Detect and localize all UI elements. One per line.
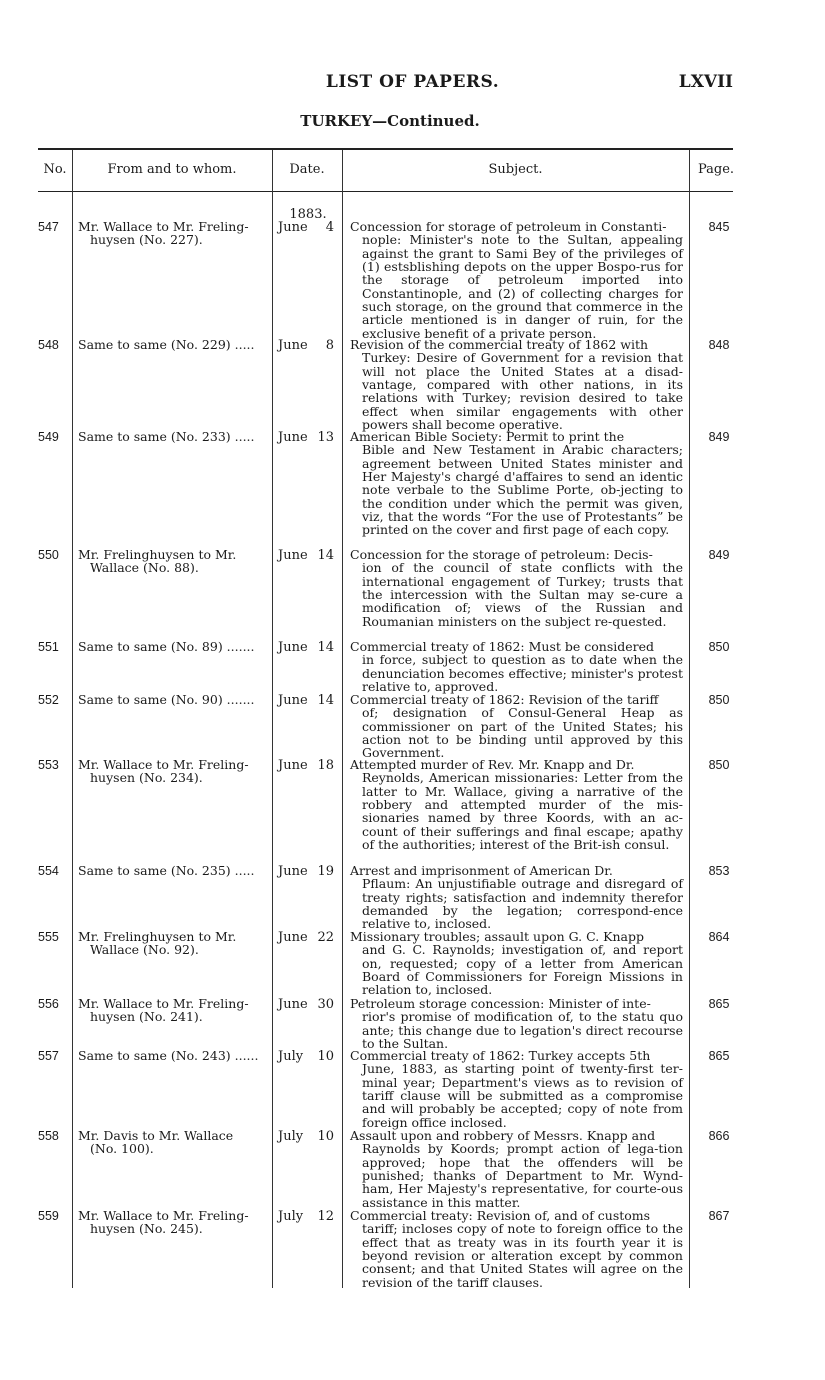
row-number: 552 — [38, 693, 59, 707]
from-line-2: (No. 100). — [90, 1141, 154, 1157]
table-top-rule — [38, 148, 733, 150]
row-subject — [350, 930, 683, 997]
from-line-1: Mr. Davis to Mr. Wallace — [78, 1128, 234, 1143]
from-line-1: Same to same (No. 235) ..... — [78, 863, 255, 878]
row-subject — [350, 430, 683, 537]
subject-continuation: Bible and New Testament in Arabic characters; agreement between United States minister and Her Majesty's chargé d'affaires to send an identic note verbale to the Sublime Porte, ob-jecting to the condition under which the permit was given, viz, that the words “For the use of Protestants” be printed on the cover and first page of each copy. — [362, 442, 683, 538]
date-month: June — [278, 864, 308, 879]
column-divider — [72, 150, 73, 1288]
row-page: 850 — [708, 758, 730, 772]
subject-continuation: in force, subject to question as to date when the denunciation becomes effective; minister's protest relative to, approved. — [362, 652, 683, 695]
column-divider — [272, 150, 273, 1288]
row-number: 559 — [38, 1209, 59, 1223]
header-page: Page. — [697, 162, 735, 177]
row-number: 554 — [38, 864, 59, 878]
from-line-1: Same to same (No. 243) ...... — [78, 1048, 259, 1063]
row-subject — [350, 864, 683, 931]
row-page: 866 — [708, 1129, 730, 1143]
date-day: 12 — [317, 1209, 334, 1224]
date-month: June — [278, 758, 308, 773]
subject-line-1: American Bible Society: Permit to print the — [350, 429, 625, 444]
from-line-2: huysen (No. 245). — [90, 1221, 203, 1237]
column-divider — [342, 150, 343, 1288]
subject-continuation: of; designation of Consul-General Heap as commissioner on part of the United States; his action not to be binding until approved by this Government. — [362, 705, 683, 761]
row-number: 557 — [38, 1049, 59, 1063]
header-subject: Subject. — [488, 162, 543, 177]
date-day: 10 — [317, 1049, 334, 1064]
header-from: From and to whom. — [107, 162, 237, 177]
date-month: July — [278, 1049, 304, 1064]
row-number: 553 — [38, 758, 59, 772]
row-number: 555 — [38, 930, 59, 944]
subject-line-1: Commercial treaty of 1862: Turkey accepts 5th — [350, 1048, 651, 1063]
row-number: 556 — [38, 997, 59, 1011]
from-line-1: Mr. Wallace to Mr. Freling- — [78, 219, 249, 234]
subject-line-1: Concession for storage of petroleum in Constanti- — [350, 219, 667, 234]
date-day: 14 — [317, 640, 334, 655]
table-header-rule — [38, 191, 733, 192]
header-date: Date. — [289, 162, 325, 177]
subject-continuation: Reynolds, American missionaries: Letter from the latter to Mr. Wallace, giving a narrative of the robbery and attempted murder of the mis-sionaries named by three Koords, with an ac-count of their sufferings and final escape; apathy of the authorities; interest of the Brit-ish consul. — [362, 770, 683, 853]
row-from-to — [78, 997, 270, 1024]
row-page: 853 — [708, 864, 730, 878]
row-from-to — [78, 1049, 270, 1062]
row-subject — [350, 640, 683, 693]
row-subject — [350, 220, 683, 340]
row-from-to — [78, 1209, 270, 1236]
row-number: 550 — [38, 548, 59, 562]
row-subject — [350, 338, 683, 431]
column-divider — [689, 150, 690, 1288]
date-month: June — [278, 430, 308, 445]
running-title: LIST OF PAPERS. — [325, 72, 500, 92]
from-line-1: Same to same (No. 89) ....... — [78, 639, 255, 654]
row-from-to — [78, 864, 270, 877]
row-from-to — [78, 693, 270, 706]
date-month: June — [278, 693, 308, 708]
row-page: 845 — [708, 220, 730, 234]
row-from-to — [78, 640, 270, 653]
row-from-to — [78, 758, 270, 785]
date-month: June — [278, 220, 308, 235]
date-month: June — [278, 548, 308, 563]
date-day: 13 — [317, 430, 334, 445]
subject-continuation: tariff; incloses copy of note to foreign office to the effect that as treaty was in its fourth year it is beyond revision or alteration except by common consent; and that United States will agree on the revision of the tariff clauses. — [362, 1221, 683, 1290]
from-line-2: huysen (No. 241). — [90, 1009, 203, 1025]
row-number: 547 — [38, 220, 59, 234]
date-day: 4 — [325, 220, 334, 235]
date-day: 14 — [317, 548, 334, 563]
date-month: July — [278, 1129, 304, 1144]
row-subject — [350, 758, 683, 851]
row-subject — [350, 1209, 683, 1289]
row-subject — [350, 548, 683, 628]
subject-line-1: Assault upon and robbery of Messrs. Knapp and — [350, 1128, 656, 1143]
subject-line-1: Concession for the storage of petroleum: Decis- — [350, 547, 653, 562]
row-number: 551 — [38, 640, 59, 654]
date-month: June — [278, 338, 308, 353]
date-day: 14 — [317, 693, 334, 708]
date-day: 22 — [317, 930, 334, 945]
row-from-to — [78, 548, 270, 575]
from-line-1: Mr. Frelinghuysen to Mr. — [78, 929, 237, 944]
from-line-1: Mr. Frelinghuysen to Mr. — [78, 547, 237, 562]
date-month: June — [278, 640, 308, 655]
from-line-1: Same to same (No. 233) ..... — [78, 429, 255, 444]
row-page: 850 — [708, 640, 730, 654]
from-line-2: huysen (No. 234). — [90, 770, 203, 786]
subject-line-1: Commercial treaty of 1862: Revision of the tariff — [350, 692, 659, 707]
date-day: 10 — [317, 1129, 334, 1144]
header-no: No. — [43, 162, 67, 177]
date-day: 8 — [325, 338, 334, 353]
subject-continuation: Pflaum: An unjustifiable outrage and disregard of treaty rights; satisfaction and indemnity therefor demanded by the legation; correspond-ence relative to, inclosed. — [362, 876, 683, 932]
row-page: 865 — [708, 997, 730, 1011]
from-line-2: huysen (No. 227). — [90, 232, 203, 248]
row-number: 558 — [38, 1129, 59, 1143]
date-month: June — [278, 997, 308, 1012]
row-page: 865 — [708, 1049, 730, 1063]
row-subject — [350, 1129, 683, 1209]
subject-line-1: Attempted murder of Rev. Mr. Knapp and Dr. — [350, 757, 635, 772]
subject-continuation: ion of the council of state conflicts with the international engagement of Turkey; trusts that the intercession with the Sultan may se-cure a modification of; views of the Russian and Roumanian ministers on the subject re-quested. — [362, 560, 683, 629]
row-from-to — [78, 1129, 270, 1156]
row-page: 849 — [708, 548, 730, 562]
from-line-1: Mr. Wallace to Mr. Freling- — [78, 996, 249, 1011]
row-subject — [350, 997, 683, 1050]
from-line-1: Same to same (No. 90) ....... — [78, 692, 255, 707]
date-day: 18 — [317, 758, 334, 773]
row-page: 864 — [708, 930, 730, 944]
row-subject — [350, 693, 683, 760]
row-number: 548 — [38, 338, 59, 352]
from-line-1: Same to same (No. 229) ..... — [78, 337, 255, 352]
running-head — [0, 72, 825, 96]
subject-continuation: June, 1883, as starting point of twenty-first ter-minal year; Department's views as to revision of tariff clause will be submitted as a compromise and will probably be accepted; copy of note from foreign office inclosed. — [362, 1061, 683, 1130]
row-from-to — [78, 430, 270, 443]
subject-line-1: Missionary troubles; assault upon G. C. Knapp — [350, 929, 645, 944]
subject-line-1: Petroleum storage concession: Minister of inte- — [350, 996, 651, 1011]
from-line-2: Wallace (No. 92). — [90, 942, 199, 958]
page-number: LXVII — [678, 72, 733, 92]
from-line-1: Mr. Wallace to Mr. Freling- — [78, 757, 249, 772]
date-month: June — [278, 930, 308, 945]
subject-continuation: nople: Minister's note to the Sultan, appealing against the grant to Sami Bey of the privileges of (1) estsblishing depots on the upper Bospo-rus for the storage of petroleum imported into Constantinople, and (2) of collecting charges for such storage, on the ground that commerce in the article mentioned is in danger of ruin, for the exclusive benefit of a private person. — [362, 232, 683, 341]
subject-line-1: Revision of the commercial treaty of 1862 with — [350, 337, 649, 352]
from-line-2: Wallace (No. 88). — [90, 560, 199, 576]
date-day: 19 — [317, 864, 334, 879]
subject-continuation: Turkey: Desire of Government for a revision that will not place the United States at a disad-vantage, compared with other nations, in its relations with Turkey; revision desired to take effect when similar engagements with other powers shall become operative. — [362, 350, 683, 433]
row-subject — [350, 1049, 683, 1129]
row-from-to — [78, 220, 270, 247]
row-number: 549 — [38, 430, 59, 444]
subject-continuation: Raynolds by Koords; prompt action of lega-tion approved; hope that the offenders will be punished; thanks of Department to Mr. Wynd-ham, Her Majesty's representative, for courte-ous assistance in this matter. — [362, 1141, 683, 1210]
date-month: July — [278, 1209, 304, 1224]
row-page: 867 — [708, 1209, 730, 1223]
subject-continuation: and G. C. Raynolds; investigation of, and report on, requested; copy of a letter from American Board of Commissioners for Foreign Missions in relation to, inclosed. — [362, 942, 683, 998]
date-day: 30 — [317, 997, 334, 1012]
row-page: 850 — [708, 693, 730, 707]
row-from-to — [78, 930, 270, 957]
subject-line-1: Commercial treaty of 1862: Must be considered — [350, 639, 655, 654]
year-label: 1883. — [289, 207, 327, 222]
row-from-to — [78, 338, 270, 351]
subject-line-1: Arrest and imprisonment of American Dr. — [350, 863, 613, 878]
row-page: 849 — [708, 430, 730, 444]
subject-line-1: Commercial treaty: Revision of, and of customs — [350, 1208, 651, 1223]
from-line-1: Mr. Wallace to Mr. Freling- — [78, 1208, 249, 1223]
subject-continuation: rior's promise of modification of, to the statu quo ante; this change due to legation's direct recourse to the Sultan. — [362, 1009, 683, 1052]
row-page: 848 — [708, 338, 730, 352]
section-title: TURKEY—Continued. — [300, 112, 480, 130]
